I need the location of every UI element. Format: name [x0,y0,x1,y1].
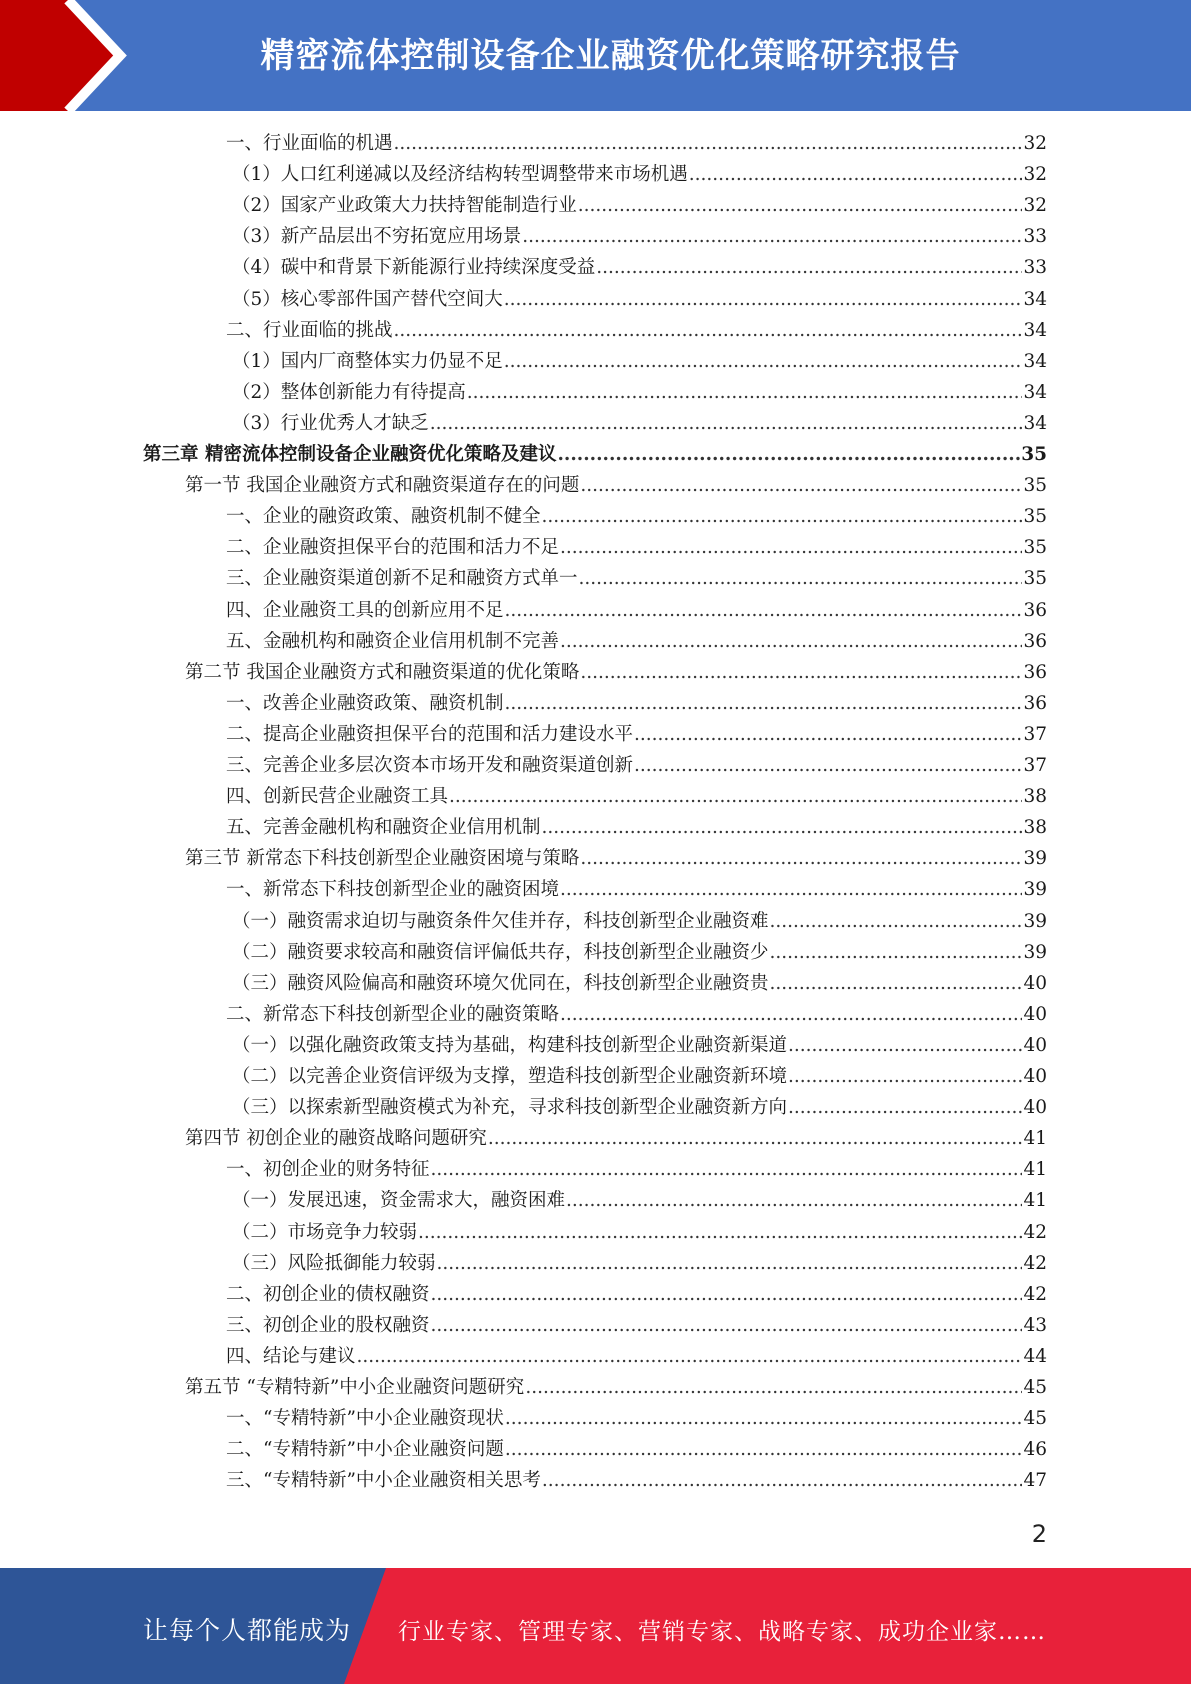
toc-entry-title: 三、完善企业多层次资本市场开发和融资渠道创新 [226,755,634,776]
toc-dot-leader [437,1248,1023,1279]
toc-entry[interactable] [226,563,1047,594]
toc-entry-title: 一、初创企业的财务特征 [226,1159,430,1181]
toc-entry-title: 第四节 初创企业的融资战略问题研究 [185,1128,487,1150]
toc-entry-title: （一）以强化融资政策支持为基础，构建科技创新型企业融资新渠道 [232,1034,788,1056]
toc-dot-leader [505,595,1023,626]
toc-entry-title: 三、初创企业的股权融资 [226,1314,430,1336]
toc-entry-title: 一、行业面临的机遇 [226,133,393,154]
toc-entry-page: 41 [1023,1190,1047,1212]
toc-entry-title: 第三节 新常态下科技创新型企业融资困境与策略 [185,848,580,870]
toc-entry-page: 36 [1023,630,1047,652]
toc-entry-title: 第一节 我国企业融资方式和融资渠道存在的问题 [185,475,580,497]
toc-entry[interactable] [232,190,1047,221]
toc-entry-title: （3）行业优秀人才缺乏 [232,412,429,434]
toc-entry[interactable] [232,408,1047,439]
toc-dot-leader [525,1372,1022,1403]
toc-entry-page: 35 [1023,475,1047,497]
toc-dot-leader [394,128,1023,159]
toc-dot-leader [431,1154,1023,1185]
toc-dot-leader [770,906,1023,937]
toc-entry-page: 40 [1023,972,1047,994]
toc-entry-title: 二、新常态下科技创新型企业的融资策略 [226,1003,560,1025]
toc-entry-title: 二、企业融资担保平台的范围和活力不足 [226,537,560,559]
toc-entry-title: 二、“专精特新”中小企业融资问题 [226,1439,504,1461]
toc-entry-title: （4）碳中和背景下新能源行业持续深度受益 [232,257,596,279]
toc-entry[interactable] [226,874,1047,905]
toc-dot-leader [357,1341,1023,1372]
toc-entry[interactable] [232,1030,1047,1061]
toc-entry[interactable] [226,1434,1047,1465]
toc-dot-leader [505,1434,1023,1465]
toc-entry[interactable] [232,346,1047,377]
toc-entry-title: 第五节 “专精特新”中小企业融资问题研究 [185,1377,525,1398]
toc-entry[interactable] [232,937,1047,968]
toc-dot-leader [578,190,1023,221]
toc-dot-leader [560,626,1022,657]
toc-entry[interactable] [232,284,1047,315]
toc-entry-page: 45 [1023,1408,1047,1430]
toc-entry-page: 34 [1023,350,1047,372]
toc-entry-page: 42 [1023,1283,1047,1305]
toc-entry[interactable] [185,657,1047,688]
toc-dot-leader [505,1403,1023,1434]
toc-entry[interactable] [143,439,1047,470]
toc-entry-title: 一、企业的融资政策、融资机制不健全 [226,506,541,528]
toc-entry[interactable] [232,252,1047,283]
toc-entry-page: 42 [1023,1221,1047,1243]
toc-entry-title: （二）融资要求较高和融资信评偏低共存，科技创新型企业融资少 [232,941,769,963]
toc-entry-page: 33 [1023,226,1047,248]
footer-slogan-left: 让每个人都能成为 [143,1616,352,1645]
toc-entry-title: 四、企业融资工具的创新应用不足 [226,599,504,621]
toc-entry-page: 43 [1023,1314,1047,1336]
toc-entry-page: 41 [1023,1159,1047,1181]
toc-entry[interactable] [226,781,1047,812]
toc-entry-page: 41 [1023,1128,1047,1150]
toc-entry-title: 第三章 精密流体控制设备企业融资优化策略及建议 [143,444,557,465]
toc-entry-page: 39 [1023,941,1047,963]
toc-entry[interactable] [226,532,1047,563]
toc-entry-page: 36 [1023,692,1047,714]
toc-entry-page: 39 [1023,910,1047,932]
toc-dot-leader [449,781,1022,812]
toc-entry-page: 34 [1023,412,1047,434]
toc-entry-title: 三、“专精特新”中小企业融资相关思考 [226,1470,541,1492]
toc-entry[interactable] [226,595,1047,626]
toc-entry-title: （2）国家产业政策大力扶持智能制造行业 [232,195,577,217]
toc-entry-page: 32 [1023,164,1047,186]
toc-entry[interactable] [226,1341,1047,1372]
toc-entry-page: 32 [1023,133,1047,154]
toc-entry-page: 40 [1023,1003,1047,1025]
toc-dot-leader [770,937,1023,968]
toc-entry[interactable] [232,968,1047,999]
toc-dot-leader [467,377,1023,408]
toc-entry-title: 一、改善企业融资政策、融资机制 [226,692,504,714]
page-number: 2 [1031,1520,1047,1548]
toc-dot-leader [580,470,1022,501]
toc-dot-leader [770,968,1023,999]
toc-dot-leader [542,501,1023,532]
toc-entry-page: 32 [1023,195,1047,217]
toc-entry-title: 一、新常态下科技创新型企业的融资困境 [226,879,560,901]
toc-entry-page: 46 [1023,1439,1047,1461]
toc-entry[interactable] [232,221,1047,252]
toc-dot-leader [634,719,1022,750]
toc-dot-leader [522,221,1022,252]
toc-dot-leader [634,750,1022,781]
toc-dot-leader [580,843,1022,874]
footer-slogan-right: 行业专家、管理专家、营销专家、战略专家、成功企业家…… [398,1619,1046,1645]
toc-entry-title: （1）人口红利递减以及经济结构转型调整带来市场机遇 [232,164,688,186]
toc-dot-leader [788,1030,1022,1061]
toc-entry[interactable] [226,626,1047,657]
toc-entry-page: 39 [1023,879,1047,901]
toc-entry[interactable] [232,1185,1047,1216]
toc-entry-title: 二、行业面临的挑战 [226,319,393,341]
toc-entry-page: 40 [1023,1034,1047,1056]
toc-entry-page: 35 [1023,568,1047,590]
toc-entry[interactable] [226,812,1047,843]
toc-entry[interactable] [232,1061,1047,1092]
toc-dot-leader [596,252,1022,283]
toc-entry-page: 35 [1023,506,1047,528]
toc-dot-leader [560,874,1022,905]
toc-entry-page: 40 [1023,1097,1047,1119]
toc-entry-title: 第二节 我国企业融资方式和融资渠道的优化策略 [185,661,580,683]
toc-dot-leader [788,1092,1022,1123]
toc-entry-page: 35 [1023,537,1047,559]
toc-entry-page: 34 [1023,319,1047,341]
toc-dot-leader [504,284,1023,315]
header-bar [0,0,1191,111]
toc-entry[interactable] [226,315,1047,346]
toc-dot-leader [488,1123,1023,1154]
toc-entry[interactable] [232,906,1047,937]
toc-entry[interactable] [226,688,1047,719]
toc-entry-page: 45 [1023,1377,1047,1398]
toc-entry[interactable] [226,128,1047,159]
toc-entry-title: 二、提高企业融资担保平台的范围和活力建设水平 [226,723,634,745]
toc-dot-leader [580,657,1022,688]
toc-entry[interactable] [232,1217,1047,1248]
toc-entry-page: 42 [1023,1252,1047,1274]
toc-entry[interactable] [185,843,1047,874]
toc-entry-title: （一）发展迅速，资金需求大，融资困难 [232,1190,566,1212]
toc-dot-leader [418,1217,1022,1248]
toc-entry-page: 34 [1023,381,1047,403]
toc-dot-leader [557,439,1020,470]
toc-entry-title: 五、金融机构和融资企业信用机制不完善 [226,630,560,652]
toc-dot-leader [542,812,1023,843]
toc-entry-page: 36 [1023,661,1047,683]
toc-entry[interactable] [226,1279,1047,1310]
toc-dot-leader [504,346,1023,377]
toc-dot-leader [579,563,1023,594]
toc-entry[interactable] [226,999,1047,1030]
toc-entry-title: 四、结论与建议 [226,1345,356,1367]
toc-entry[interactable] [226,1310,1047,1341]
toc-entry-page: 38 [1023,786,1047,808]
toc-dot-leader [505,688,1023,719]
toc-entry-page: 34 [1023,288,1047,310]
toc-dot-leader [689,159,1023,190]
toc-dot-leader [788,1061,1022,1092]
toc-entry-page: 47 [1023,1470,1047,1492]
toc-entry-page: 40 [1023,1066,1047,1087]
toc-entry-title: （5）核心零部件国产替代空间大 [232,288,503,310]
toc-entry-title: （一）融资需求迫切与融资条件欠佳并存，科技创新型企业融资难 [232,910,769,932]
footer-bar [0,1568,1191,1684]
toc-entry[interactable] [232,159,1047,190]
toc-entry-page: 35 [1021,444,1047,465]
toc-entry[interactable] [232,1248,1047,1279]
toc-entry[interactable] [185,1123,1047,1154]
toc-entry[interactable] [226,719,1047,750]
toc-dot-leader [431,1279,1023,1310]
toc-dot-leader [542,1465,1023,1496]
toc-dot-leader [566,1185,1022,1216]
toc-entry-title: 三、企业融资渠道创新不足和融资方式单一 [226,568,578,590]
toc-entry-title: （二）市场竞争力较弱 [232,1221,418,1243]
toc-entry-page: 36 [1023,599,1047,621]
toc-dot-leader [560,999,1022,1030]
toc-entry[interactable] [226,1154,1047,1185]
toc-entry[interactable] [226,501,1047,532]
toc-entry-title: （2）整体创新能力有待提高 [232,381,466,403]
toc-entry-page: 39 [1023,848,1047,870]
toc-entry-title: 一、“专精特新”中小企业融资现状 [226,1408,504,1430]
toc-entry-page: 37 [1023,723,1047,745]
toc-entry-page: 33 [1023,257,1047,279]
toc-entry-title: 四、创新民营企业融资工具 [226,786,449,808]
toc-dot-leader [394,315,1023,346]
toc-entry-title: （三）以探索新型融资模式为补充，寻求科技创新型企业融资新方向 [232,1097,788,1119]
toc-entry[interactable] [232,1092,1047,1123]
toc-entry-title: （1）国内厂商整体实力仍显不足 [232,350,503,372]
toc-entry[interactable] [185,470,1047,501]
toc-dot-leader [430,408,1023,439]
toc-entry[interactable] [226,1465,1047,1496]
toc-entry-title: （三）风险抵御能力较弱 [232,1252,436,1274]
toc-dot-leader [431,1310,1023,1341]
toc-entry-page: 37 [1023,755,1047,776]
toc-dot-leader [560,532,1022,563]
toc-entry[interactable] [226,750,1047,781]
toc-entry-page: 38 [1023,817,1047,839]
toc-entry[interactable] [232,377,1047,408]
toc-entry[interactable] [185,1372,1047,1403]
toc-entry-page: 44 [1023,1345,1047,1367]
toc-entry-title: （二）以完善企业资信评级为支撑，塑造科技创新型企业融资新环境 [232,1066,788,1087]
toc-entry-title: 五、完善金融机构和融资企业信用机制 [226,817,541,839]
toc-entry[interactable] [226,1403,1047,1434]
toc-entry-title: （3）新产品层出不穷拓宽应用场景 [232,226,522,248]
toc-entry-title: （三）融资风险偏高和融资环境欠优同在，科技创新型企业融资贵 [232,972,769,994]
document-title: 精密流体控制设备企业融资优化策略研究报告 [260,36,961,76]
toc-entry-title: 二、初创企业的债权融资 [226,1283,430,1305]
